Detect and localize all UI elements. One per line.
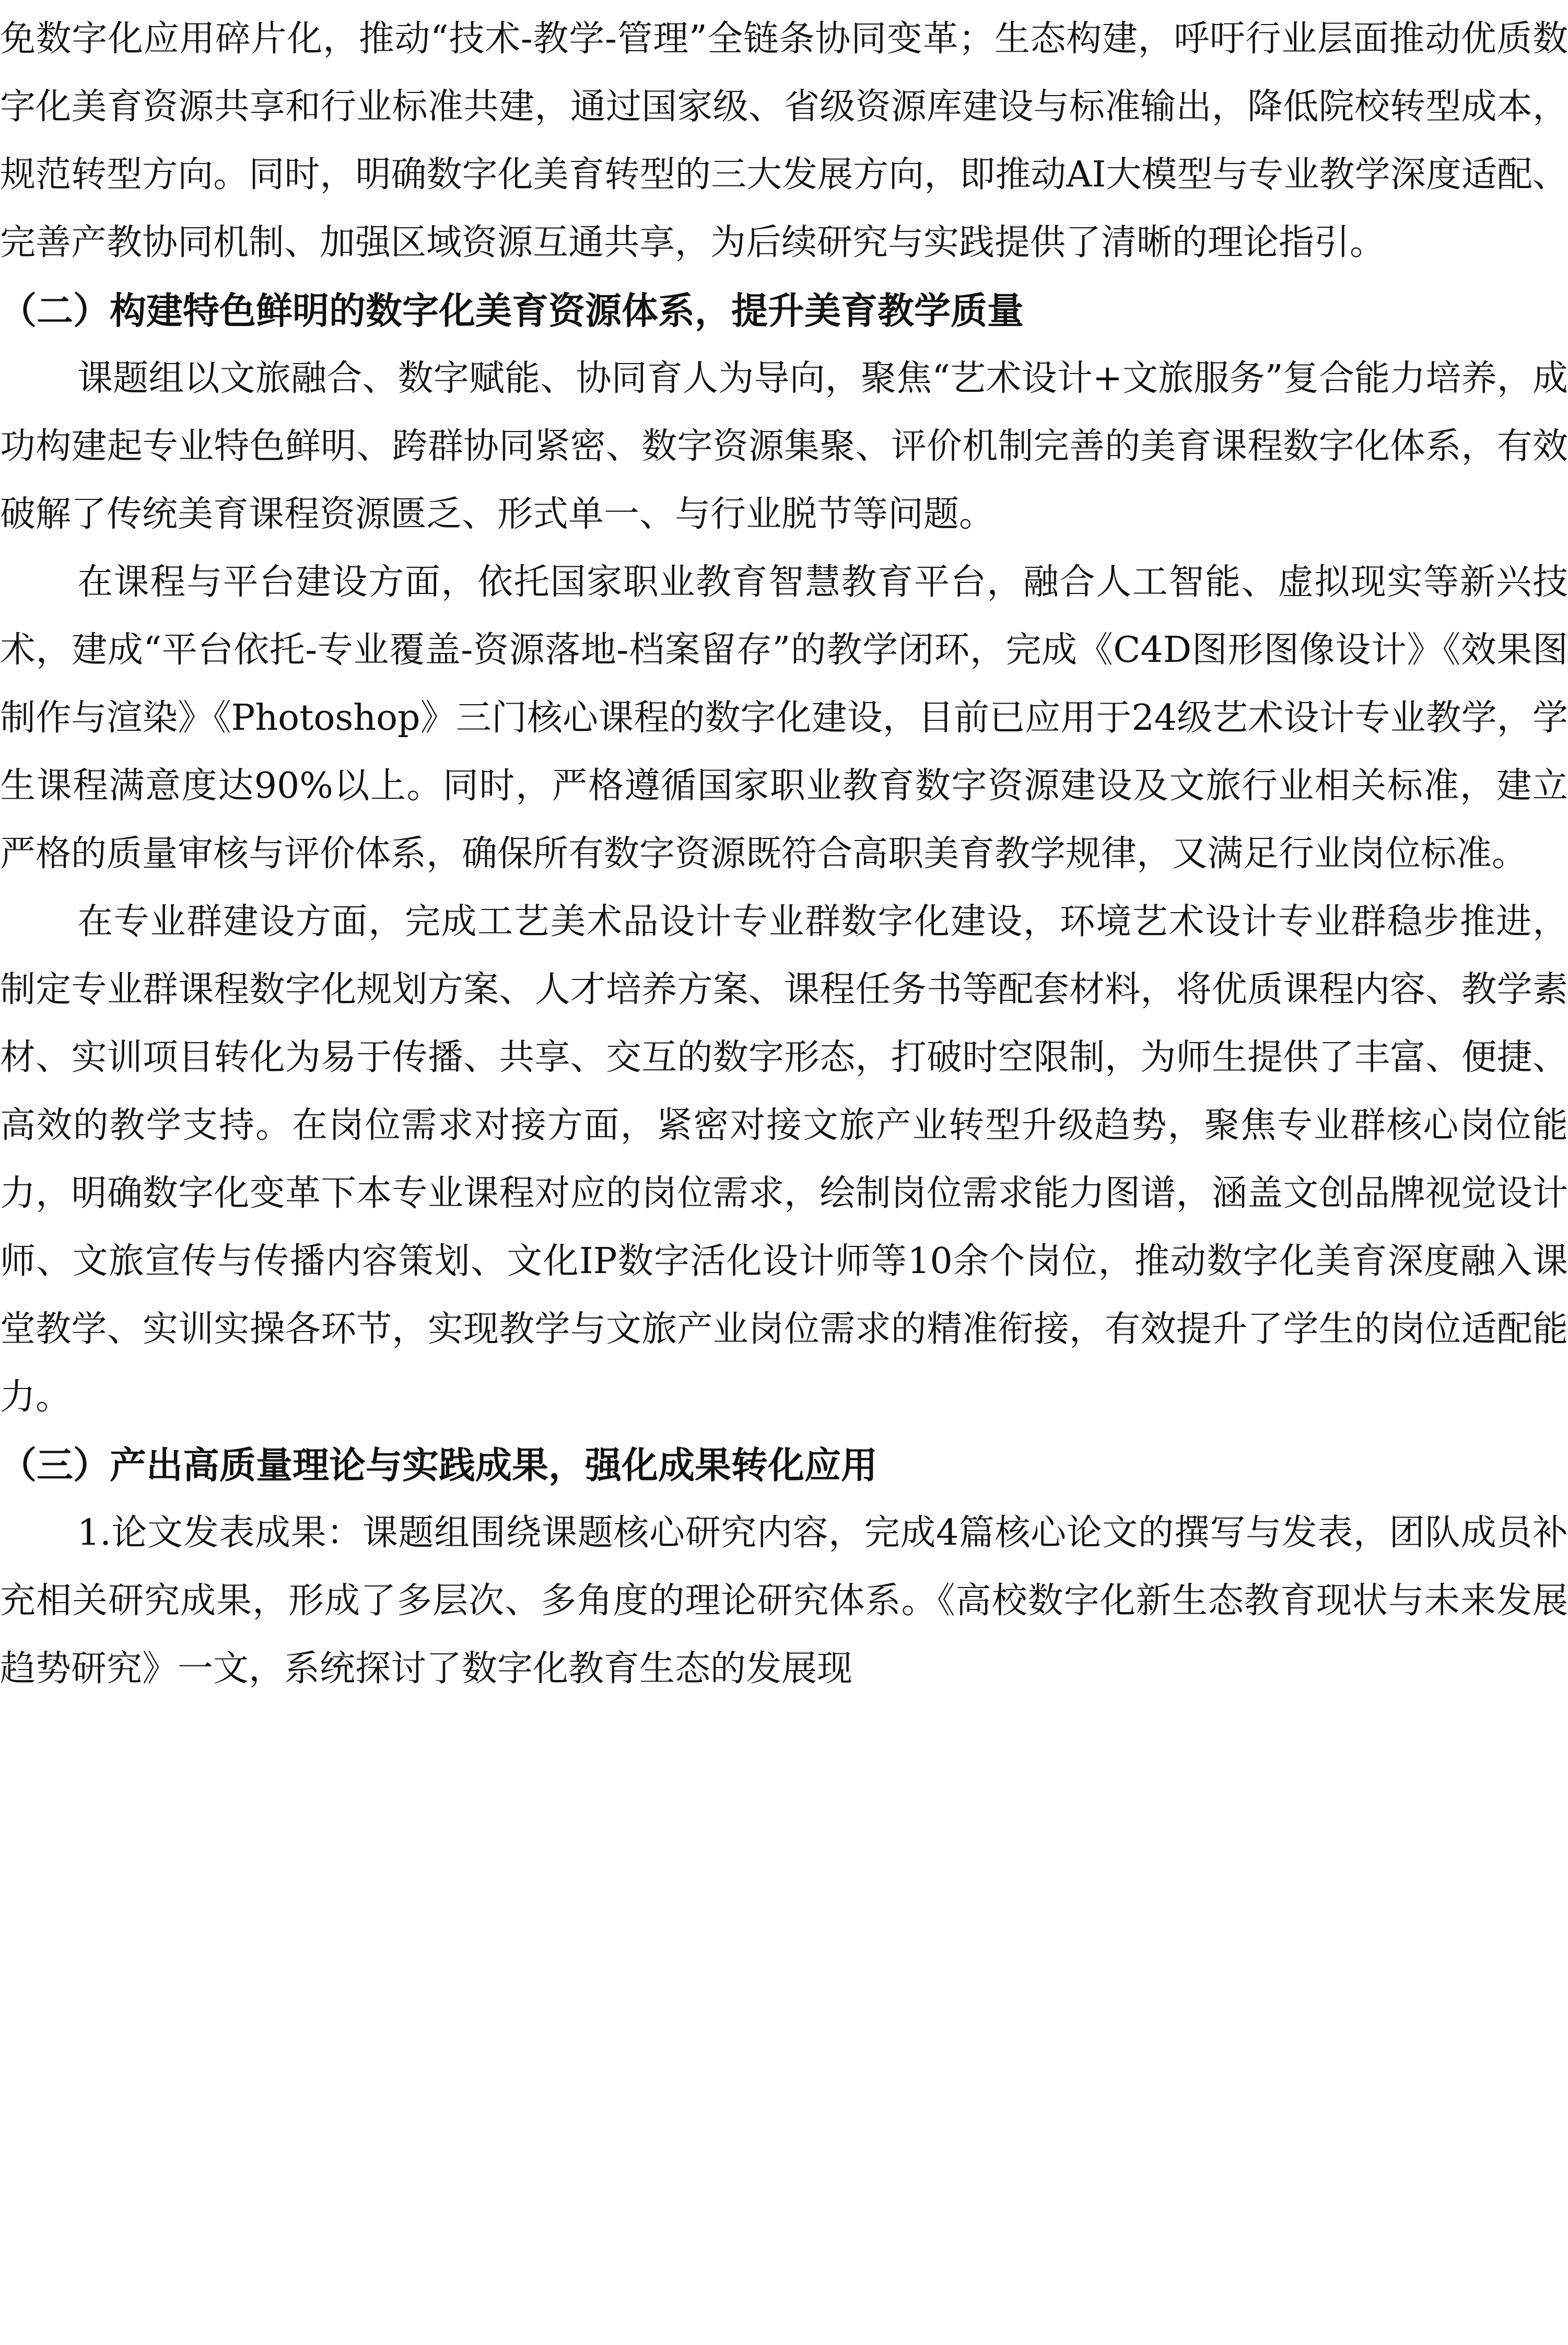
document-body — [0, 5, 1568, 1703]
paragraph-overview: 课题组以文旅融合、数字赋能、协同育人为导向，聚焦“艺术设计+文旅服务”复合能力培养，成功构建起专业特色鲜明、跨群协同紧密、数字资源集聚、评价机制完善的美育课程数字化体系，有效破解了传统美育课程资源匮乏、形式单一、与行业脱节等问题。 — [0, 358, 1568, 535]
paragraph-paper-results: 1.论文发表成果：课题组围绕课题核心研究内容，完成4篇核心论文的撰写与发表，团队成员补充相关研究成果，形成了多层次、多角度的理论研究体系。《高校数字化新生态教育现状与未来发展趋势研究》一文，系统探讨了数字化教育生态的发展现 — [0, 1512, 1568, 1689]
section-heading-3: （三）产出高质量理论与实践成果，强化成果转化应用 — [0, 1444, 877, 1487]
paragraph-professional-group: 在专业群建设方面，完成工艺美术品设计专业群数字化建设，环境艺术设计专业群稳步推进，制定专业群课程数字化规划方案、人才培养方案、课程任务书等配套材料，将优质课程内容、教学素材、实训项目转化为易于传播、共享、交互的数字形态，打破时空限制，为师生提供了丰富、便捷、高效的教学支持。在岗位需求对接方面，紧密对接文旅产业转型升级趋势，聚焦专业群核心岗位能力，明确数字化变革下本专业课程对应的岗位需求，绘制岗位需求能力图谱，涵盖文创品牌视觉设计师、文旅宣传与传播内容策划、文化IP数字活化设计师等10余个岗位，推动数字化美育深度融入课堂教学、实训实操各环节，实现教学与文旅产业岗位需求的精准衔接，有效提升了学生的岗位适配能力。 — [0, 901, 1568, 1418]
section-heading-2: （二）构建特色鲜明的数字化美育资源体系，提升美育教学质量 — [0, 289, 1024, 332]
paragraph-course-platform: 在课程与平台建设方面，依托国家职业教育智慧教育平台，融合人工智能、虚拟现实等新兴技术，建成“平台依托-专业覆盖-资源落地-档案留存”的教学闭环，完成《C4D图形图像设计》《效果图制作与渲染》《Photoshop》三门核心课程的数字化建设，目前已应用于24级艺术设计专业教学，学生课程满意度达90%以上。同时，严格遵循国家职业教育数字资源建设及文旅行业相关标准，建立严格的质量审核与评价体系，确保所有数字资源既符合高职美育教学规律，又满足行业岗位标准。 — [0, 562, 1568, 874]
paragraph-continuation: 免数字化应用碎片化，推动“技术-教学-管理”全链条协同变革；生态构建，呼吁行业层面推动优质数字化美育资源共享和行业标准共建，通过国家级、省级资源库建设与标准输出，降低院校转型成本，规范转型方向。同时，明确数字化美育转型的三大发展方向，即推动AI大模型与专业教学深度适配、完善产教协同机制、加强区域资源互通共享，为后续研究与实践提供了清晰的理论指引。 — [0, 18, 1568, 263]
